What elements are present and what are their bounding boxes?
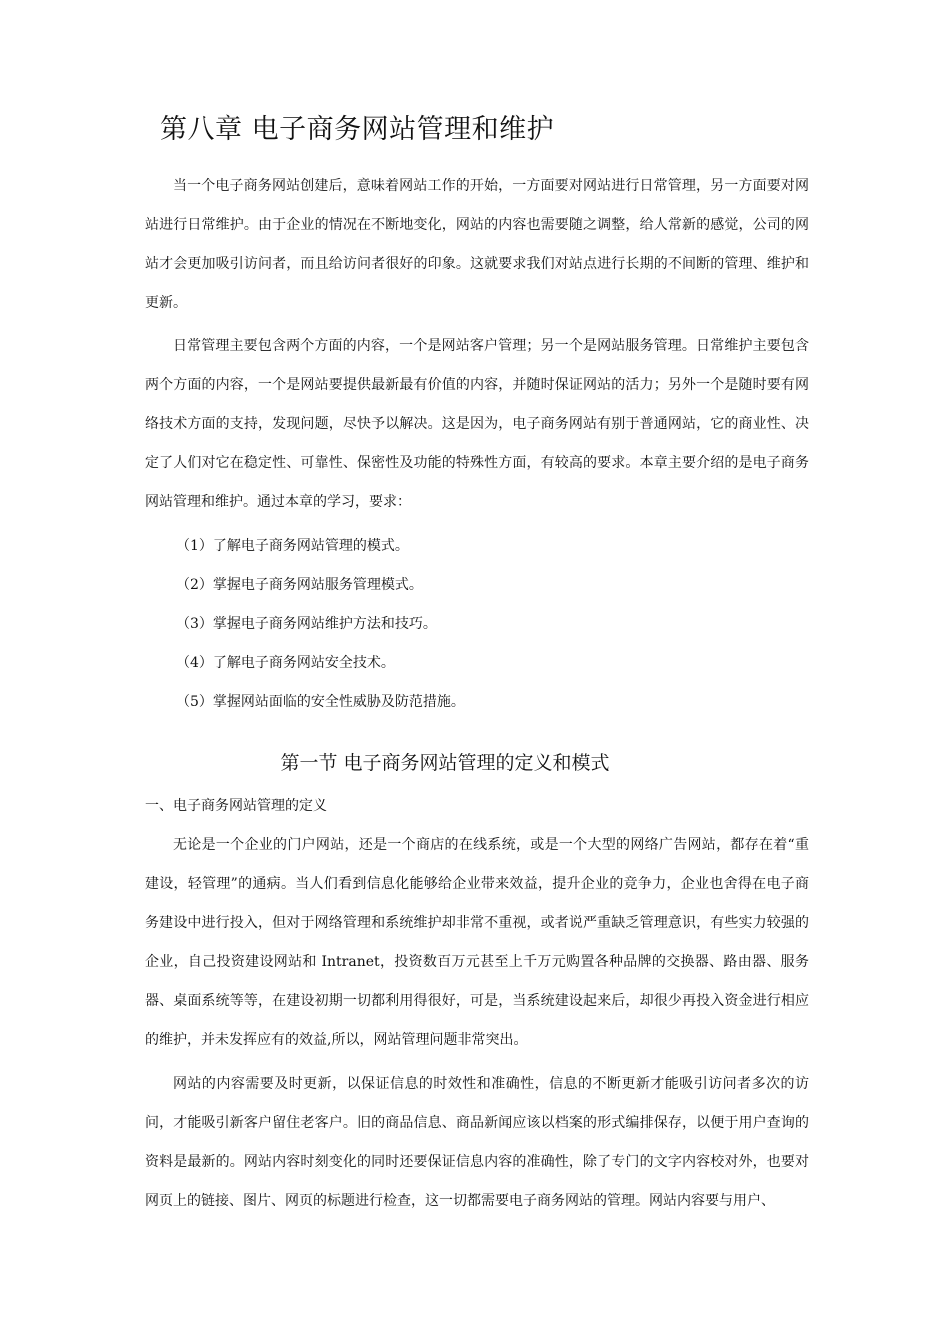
- requirement-item: （1）了解电子商务网站管理的模式。: [176, 538, 409, 554]
- requirements-list: [176, 527, 465, 722]
- intro-paragraph-2: 日常管理主要包含两个方面的内容，一个是网站客户管理；另一个是网站服务管理。日常维护主要包含两个方面的内容，一个是网站要提供最新最有价值的内容，并随时保证网站的活力；另外一个是随时要有网络技术方面的支持，发现问题，尽快予以解决。这是因为，电子商务网站有别于普通网站，它的商业性、决定了人们对它在稳定性、可靠性、保密性及功能的特殊性方面，有较高的要求。本章主要介绍的是电子商务网站管理和维护。通过本章的学习，要求：: [145, 338, 809, 510]
- section-title: 第一节 电子商务网站管理的定义和模式: [280, 752, 610, 774]
- requirement-item: （2）掌握电子商务网站服务管理模式。: [176, 577, 423, 593]
- intro-paragraph-1: 当一个电子商务网站创建后，意味着网站工作的开始，一方面要对网站进行日常管理，另一方面要对网站进行日常维护。由于企业的情况在不断地变化，网站的内容也需要随之调整，给人常新的感觉，公司的网站才会更加吸引访问者，而且给访问者很好的印象。这就要求我们对站点进行长期的不间断的管理、维护和更新。: [145, 178, 809, 311]
- section-paragraph-2: 网站的内容需要及时更新，以保证信息的时效性和准确性，信息的不断更新才能吸引访问者多次的访问，才能吸引新客户留住老客户。旧的商品信息、商品新闻应该以档案的形式编排保存，以便于用户查询的资料是最新的。网站内容时刻变化的同时还要保证信息内容的准确性，除了专门的文字内容校对外，也要对网页上的链接、图片、网页的标题进行检查，这一切都需要电子商务网站的管理。网站内容要与用户、: [145, 1076, 809, 1209]
- chapter-title: 第八章 电子商务网站管理和维护: [160, 114, 555, 145]
- subsection-title: 一、电子商务网站管理的定义: [145, 798, 327, 814]
- requirement-item: （5）掌握网站面临的安全性威胁及防范措施。: [176, 694, 465, 710]
- requirement-item: （4）了解电子商务网站安全技术。: [176, 655, 395, 671]
- requirement-item: （3）掌握电子商务网站维护方法和技巧。: [176, 616, 437, 632]
- section-paragraph-1: 无论是一个企业的门户网站，还是一个商店的在线系统，或是一个大型的网络广告网站，都存在着“重建设，轻管理”的通病。当人们看到信息化能够给企业带来效益，提升企业的竞争力，企业也舍得在电子商务建设中进行投入，但对于网络管理和系统维护却非常不重视，或者说严重缺乏管理意识，有些实力较强的企业，自己投资建设网站和 Intranet，投资数百万元甚至上千万元购置各种品牌的交换器、路由器、服务器、桌面系统等等，在建设初期一切都利用得很好，可是，当系统建设起来后，却很少再投入资金进行相应的维护，并未发挥应有的效益,所以，网站管理问题非常突出。: [145, 837, 809, 1048]
